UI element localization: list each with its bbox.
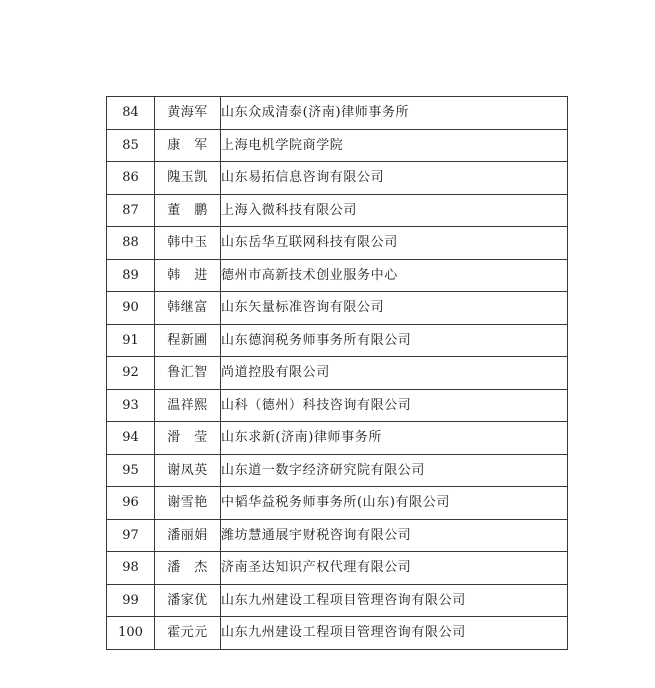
- organization-name: 德州市高新技术创业服务中心: [221, 259, 568, 292]
- person-name: 黄海军: [155, 97, 221, 130]
- table-row: [107, 357, 568, 390]
- person-name: 韩 进: [155, 259, 221, 292]
- table-row: [107, 617, 568, 650]
- row-number: 87: [107, 194, 155, 227]
- table-row: [107, 584, 568, 617]
- row-number: 90: [107, 292, 155, 325]
- organization-name: 上海电机学院商学院: [221, 129, 568, 162]
- person-name: 潘 杰: [155, 552, 221, 585]
- organization-name: 山东九州建设工程项目管理咨询有限公司: [221, 584, 568, 617]
- person-name: 滑 莹: [155, 422, 221, 455]
- row-number: 94: [107, 422, 155, 455]
- person-name: 谢雪艳: [155, 487, 221, 520]
- person-name: 程新圃: [155, 324, 221, 357]
- row-number: 96: [107, 487, 155, 520]
- row-number: 95: [107, 454, 155, 487]
- organization-name: 山东九州建设工程项目管理咨询有限公司: [221, 617, 568, 650]
- row-number: 89: [107, 259, 155, 292]
- table-row: [107, 519, 568, 552]
- person-name: 隗玉凯: [155, 162, 221, 195]
- organization-name: 尚道控股有限公司: [221, 357, 568, 390]
- organization-name: 山东矢量标准咨询有限公司: [221, 292, 568, 325]
- organization-name: 山东求新(济南)律师事务所: [221, 422, 568, 455]
- table-row: [107, 97, 568, 130]
- person-name: 谢凤英: [155, 454, 221, 487]
- person-name: 霍元元: [155, 617, 221, 650]
- person-name: 康 军: [155, 129, 221, 162]
- row-number: 92: [107, 357, 155, 390]
- person-name: 韩继富: [155, 292, 221, 325]
- table-row: [107, 552, 568, 585]
- organization-name: 山东德润税务师事务所有限公司: [221, 324, 568, 357]
- table-row: [107, 162, 568, 195]
- organization-name: 山东易拓信息咨询有限公司: [221, 162, 568, 195]
- table-row: [107, 487, 568, 520]
- organization-name: 山东岳华互联网科技有限公司: [221, 227, 568, 260]
- row-number: 88: [107, 227, 155, 260]
- row-number: 100: [107, 617, 155, 650]
- row-number: 86: [107, 162, 155, 195]
- row-number: 91: [107, 324, 155, 357]
- table-row: [107, 454, 568, 487]
- table-row: [107, 389, 568, 422]
- row-number: 85: [107, 129, 155, 162]
- organization-name: 中韬华益税务师事务所(山东)有限公司: [221, 487, 568, 520]
- organization-name: 上海入微科技有限公司: [221, 194, 568, 227]
- row-number: 84: [107, 97, 155, 130]
- person-name: 潘家优: [155, 584, 221, 617]
- table-row: [107, 259, 568, 292]
- organization-name: 济南圣达知识产权代理有限公司: [221, 552, 568, 585]
- person-name: 温祥熙: [155, 389, 221, 422]
- person-name: 董 鹏: [155, 194, 221, 227]
- row-number: 97: [107, 519, 155, 552]
- row-number: 99: [107, 584, 155, 617]
- table-row: [107, 292, 568, 325]
- organization-name: 山东道一数字经济研究院有限公司: [221, 454, 568, 487]
- table-row: [107, 324, 568, 357]
- organization-name: 山科（德州）科技咨询有限公司: [221, 389, 568, 422]
- row-number: 98: [107, 552, 155, 585]
- person-name: 潘丽娟: [155, 519, 221, 552]
- organization-name: 潍坊慧通展宇财税咨询有限公司: [221, 519, 568, 552]
- organization-name: 山东众成清泰(济南)律师事务所: [221, 97, 568, 130]
- table-row: [107, 129, 568, 162]
- table-row: [107, 194, 568, 227]
- row-number: 93: [107, 389, 155, 422]
- table-row: [107, 227, 568, 260]
- roster-table-body: [107, 97, 568, 650]
- person-name: 鲁汇智: [155, 357, 221, 390]
- roster-table: [106, 96, 568, 650]
- table-row: [107, 422, 568, 455]
- person-name: 韩中玉: [155, 227, 221, 260]
